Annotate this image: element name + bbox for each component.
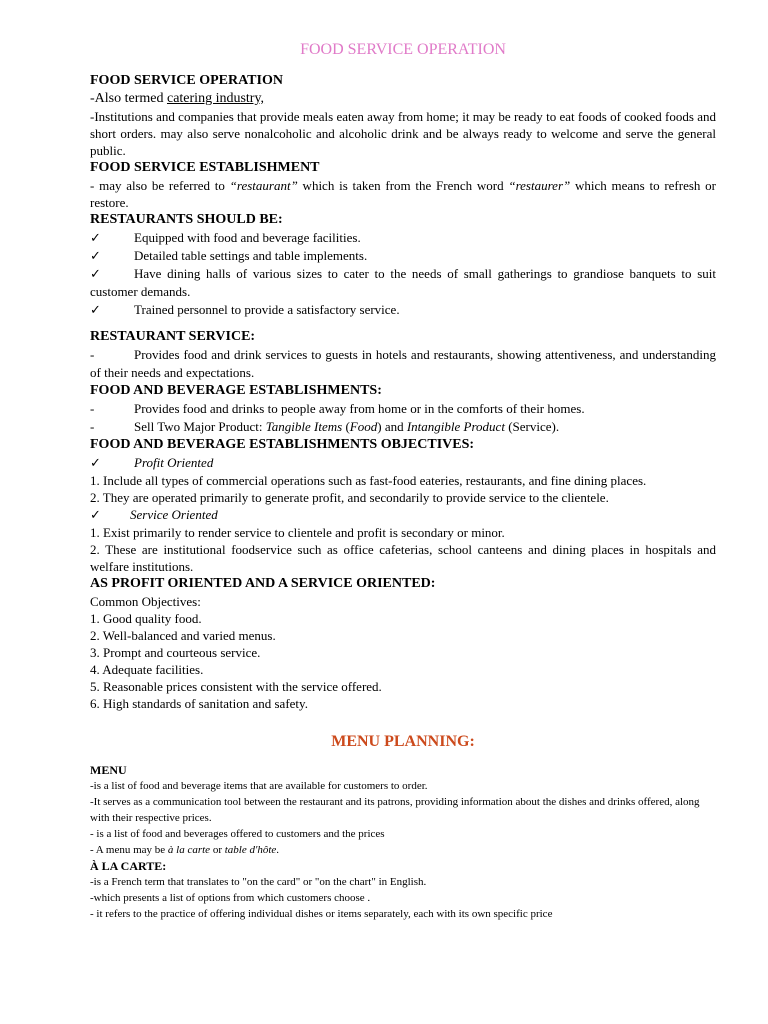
menu-heading: MENU [90, 763, 127, 777]
a-la-carte-line: -which presents a list of options from which customers choose . [90, 892, 371, 904]
service-oriented-label [90, 506, 716, 524]
food-service-operation-heading: FOOD SERVICE OPERATION [90, 73, 283, 88]
list-item-text: Profit Oriented [134, 455, 214, 470]
menu-line: - is a list of food and beverages offered to customers and the prices [90, 828, 385, 840]
checkmark-icon: ✓ [90, 507, 101, 522]
restaurant-definition-paragraph [90, 177, 716, 211]
text-run-italic: Tangible Items [265, 419, 343, 434]
institutions-paragraph: -Institutions and companies that provide meals eaten away from home; it may be ready to eat foods of cooked foods and short orders. may also serve nonalcoholic and alcoholic drink and be always ready to welcome and serve the general public. [90, 109, 716, 158]
checkmark-icon: ✓ [90, 302, 101, 317]
a-la-carte-heading: À LA CARTE: [90, 859, 167, 873]
list-item-text [134, 418, 716, 436]
text-run-italic: “restaurer” [508, 178, 571, 193]
text-run: which is taken from the French word [297, 178, 509, 193]
menu-type-line [90, 842, 716, 858]
text-run-italic: “restaurant” [229, 178, 298, 193]
text-run: ) and [377, 419, 407, 434]
text-run: or [210, 844, 225, 856]
text-run: ( [342, 419, 350, 434]
food-service-establishment-heading: FOOD SERVICE ESTABLISHMENT [90, 160, 320, 175]
list-item: 2. These are institutional foodservice such as office cafeterias, school canteens and dining places in hospitals and welfare institutions. [90, 542, 716, 574]
menu-planning-title: MENU PLANNING: [331, 733, 475, 750]
catering-industry-link[interactable]: catering industry, [166, 91, 265, 106]
list-item [90, 229, 716, 247]
list-item: 4. Adequate facilities. [90, 662, 204, 677]
checkmark-icon: ✓ [90, 248, 101, 263]
list-item-text: Provides food and drinks to people away from home or in the comforts of their homes. [134, 401, 585, 416]
text-run: - A menu may be [90, 844, 168, 856]
list-item: 5. Reasonable prices consistent with the service offered. [90, 679, 382, 694]
list-item [90, 265, 716, 301]
a-la-carte-line: -is a French term that translates to "on the card" or "on the chart" in English. [90, 876, 427, 888]
text-run: which means to refresh or restore. [90, 178, 716, 210]
objectives-heading: FOOD AND BEVERAGE ESTABLISHMENTS OBJECTIVES: [90, 437, 475, 452]
profit-oriented-label [90, 454, 716, 472]
checkmark-icon: ✓ [90, 230, 101, 245]
list-item: 1. Exist primarily to render service to clientele and profit is secondary or minor. [90, 525, 505, 540]
a-la-carte-line: - it refers to the practice of offering individual dishes or items separately, each with its own specific price [90, 908, 553, 920]
text-run: - may also be referred to [90, 178, 230, 193]
list-item [90, 247, 716, 265]
list-item [90, 418, 716, 436]
checkmark-icon: ✓ [90, 455, 101, 470]
dash-marker: - [90, 401, 95, 416]
dash-marker: - [90, 347, 95, 362]
list-item-text: Detailed table settings and table implements. [134, 248, 368, 263]
restaurants-should-be-heading: RESTAURANTS SHOULD BE: [90, 212, 283, 227]
text-run: (Service). [504, 419, 560, 434]
food-beverage-establishments-heading: FOOD AND BEVERAGE ESTABLISHMENTS: [90, 383, 382, 398]
text-run-italic: Food [349, 419, 378, 434]
list-item [90, 346, 716, 382]
menu-line: -It serves as a communication tool between the restaurant and its patrons, providing information about the dishes and drinks offered, along with their respective prices. [90, 796, 700, 824]
page-title: FOOD SERVICE OPERATION [300, 41, 506, 58]
list-item-text: Have dining halls of various sizes to cater to the needs of small gatherings to grandiose banquets to suit customer demands. [90, 266, 716, 299]
list-item: 1. Include all types of commercial operations such as fast-food eateries, restaurants, and fine dining places. [90, 473, 647, 488]
text-run-italic: Intangible Product [406, 419, 505, 434]
menu-line: -is a list of food and beverage items that are available for customers to order. [90, 780, 428, 792]
list-item-text: Trained personnel to provide a satisfactory service. [134, 302, 400, 317]
list-item: 2. They are operated primarily to generate profit, and secondarily to provide service to the clientele. [90, 490, 609, 505]
list-item-text: Provides food and drink services to guests in hotels and restaurants, showing attentiveness, and understanding of their needs and expectations. [90, 347, 716, 380]
list-item: 3. Prompt and courteous service. [90, 645, 261, 660]
text-run: Sell Two Major Product: [134, 419, 266, 434]
restaurant-service-heading: RESTAURANT SERVICE: [90, 329, 256, 344]
text-run-italic: table d'hôte [224, 844, 277, 856]
list-item: 1. Good quality food. [90, 611, 202, 626]
list-item: 6. High standards of sanitation and safety. [90, 696, 308, 711]
list-item-text: Equipped with food and beverage facilities. [134, 230, 361, 245]
text-run: . [276, 844, 280, 856]
list-item [90, 400, 716, 418]
text-run-italic: à la carte [167, 844, 211, 856]
list-item [90, 301, 716, 319]
also-termed-line [90, 90, 716, 108]
profit-and-service-oriented-heading: AS PROFIT ORIENTED AND A SERVICE ORIENTED: [90, 576, 436, 591]
common-objectives-label: Common Objectives: [90, 594, 201, 609]
list-item: 2. Well-balanced and varied menus. [90, 628, 276, 643]
also-termed-prefix: -Also termed [90, 91, 167, 106]
spacer [90, 319, 716, 328]
checkmark-icon: ✓ [90, 266, 101, 281]
list-item-text: Service Oriented [130, 507, 218, 522]
dash-marker: - [90, 419, 95, 434]
